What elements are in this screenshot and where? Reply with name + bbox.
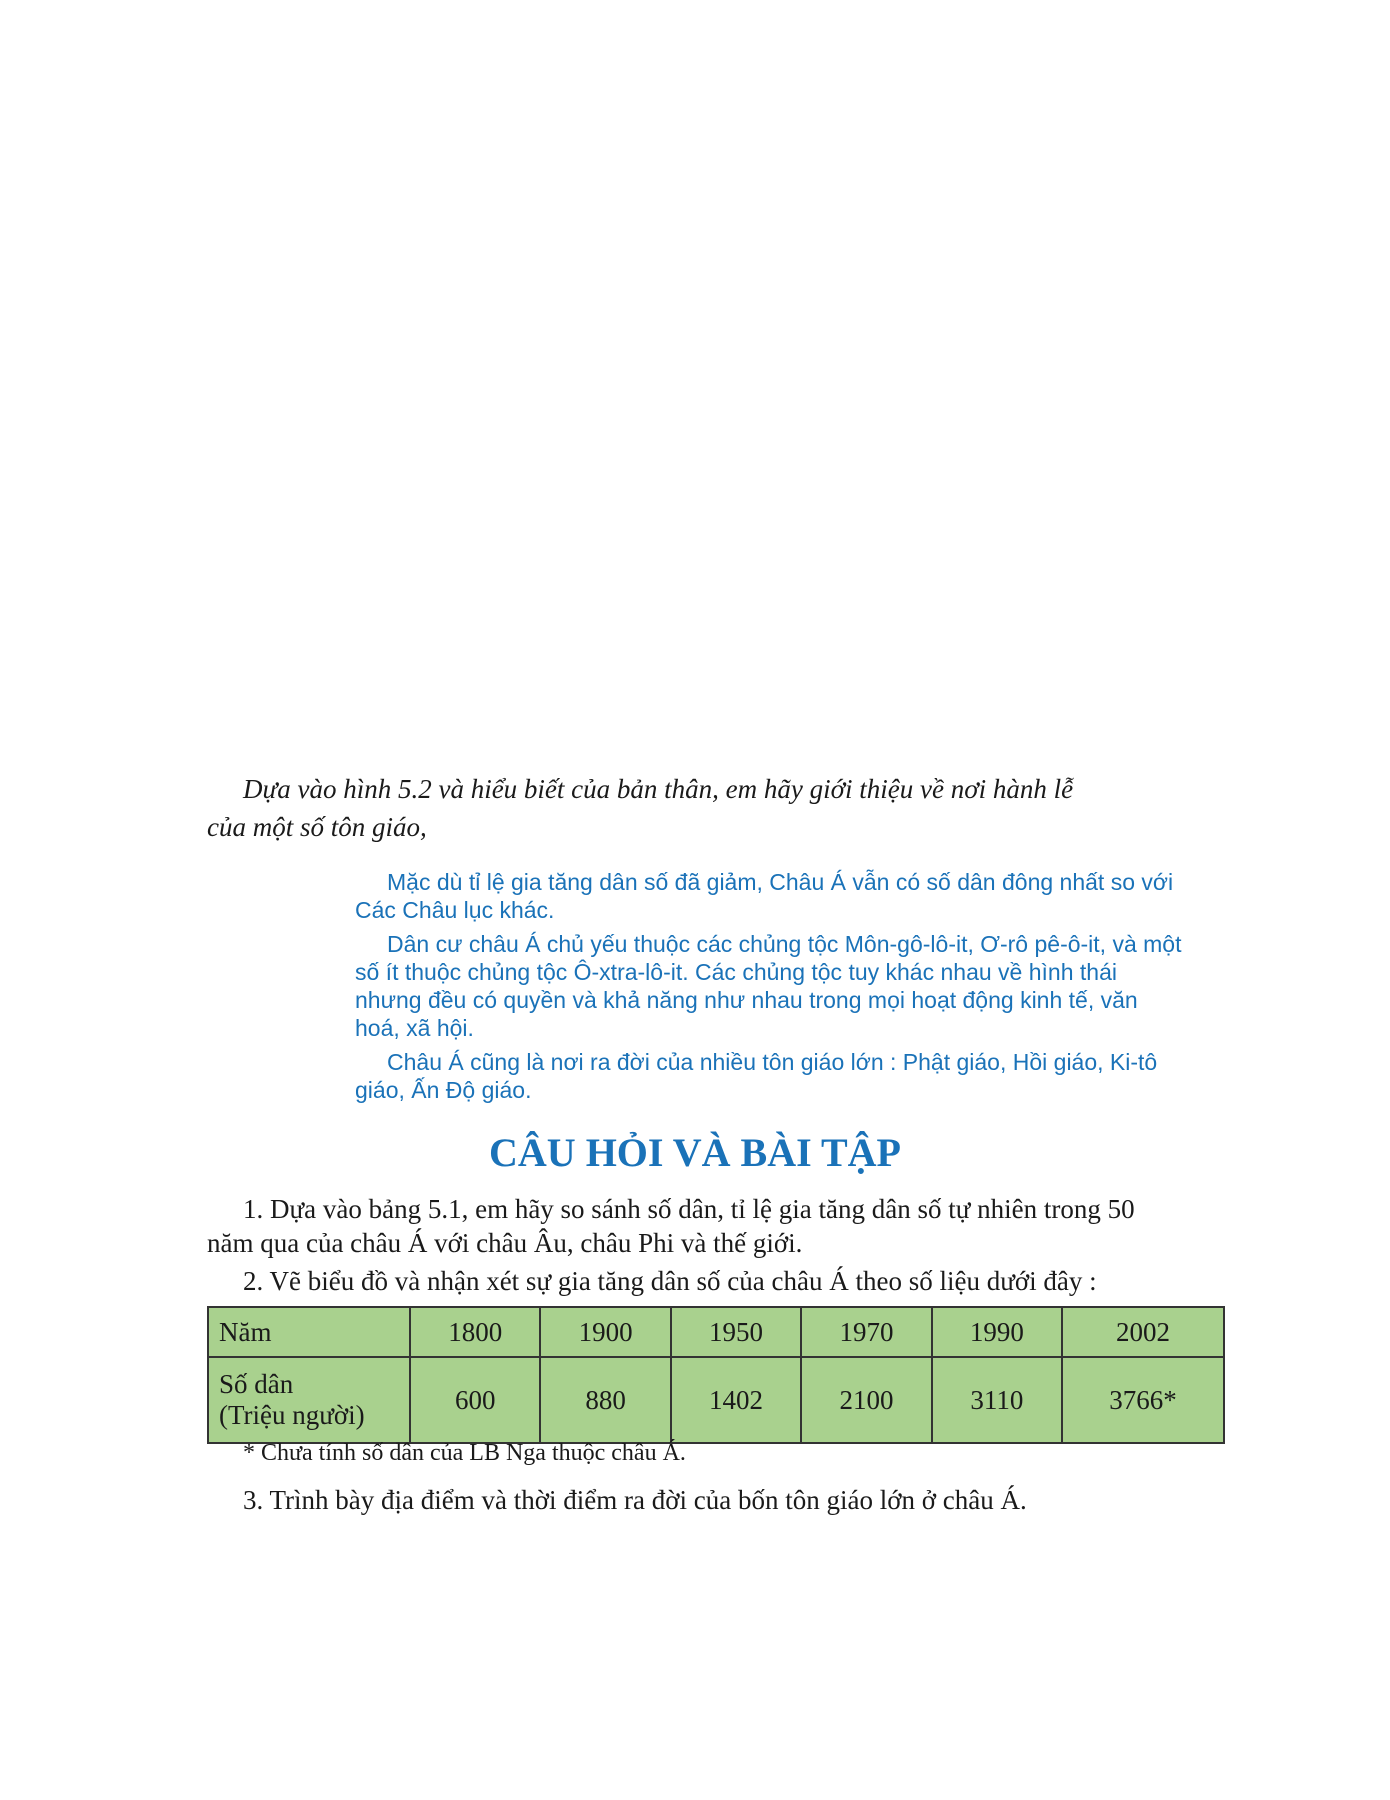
table-header-population — [208, 1357, 410, 1443]
table-cell-population: 600 — [410, 1357, 540, 1443]
table-footnote: * Chưa tính số dân của LB Nga thuộc châu Á. — [243, 1440, 686, 1466]
prompt-line-2: của một số tôn giáo, — [207, 812, 427, 842]
table-cell-year: 1800 — [410, 1307, 540, 1357]
population-table — [207, 1306, 1225, 1444]
summary-paragraph-2: Dân cư châu Á chủ yếu thuộc các chủng tộc Môn-gô-lô-it, Ơ-rô pê-ô-it, và một số ít thuộc chủng tộc Ô-xtra-lô-it. Các chủng tộc tuy khác nhau về hình thái nhưng đều có quyền và khả năng như nhau trong mọi hoạt động kinh tế, văn hoá, xã hội. — [355, 931, 1182, 1041]
prompt-line-1: Dựa vào hình 5.2 và hiểu biết của bản thân, em hãy giới thiệu về nơi hành lễ — [243, 774, 1074, 804]
table-header-year: Năm — [208, 1307, 410, 1357]
summary-paragraph-3: Châu Á cũng là nơi ra đời của nhiều tôn giáo lớn : Phật giáo, Hồi giáo, Ki-tô giáo, Ấn Độ giáo. — [355, 1049, 1158, 1103]
table-cell-year: 1950 — [671, 1307, 801, 1357]
table-cell-year: 1900 — [540, 1307, 670, 1357]
summary-box — [355, 868, 1183, 1110]
table-row-years — [208, 1307, 1224, 1357]
table-cell-population: 3766* — [1062, 1357, 1224, 1443]
prompt-question — [207, 770, 1187, 846]
question-1: 1. Dựa vào bảng 5.1, em hãy so sánh số dân, tỉ lệ gia tăng dân số tự nhiên trong 50 năm qua của châu Á với châu Âu, châu Phi và thế giới. — [207, 1194, 1135, 1258]
question-3: 3. Trình bày địa điểm và thời điểm ra đời của bốn tôn giáo lớn ở châu Á. — [243, 1485, 1027, 1515]
table-cell-year: 1970 — [801, 1307, 931, 1357]
table-cell-year: 2002 — [1062, 1307, 1224, 1357]
table-cell-population: 1402 — [671, 1357, 801, 1443]
section-title: CÂU HỎI VÀ BÀI TẬP — [489, 1130, 901, 1175]
population-unit: (Triệu người) — [219, 1400, 365, 1430]
question-2: 2. Vẽ biểu đồ và nhận xét sự gia tăng dân số của châu Á theo số liệu dưới đây : — [243, 1266, 1097, 1296]
population-label: Số dân — [219, 1369, 294, 1399]
table-cell-population: 2100 — [801, 1357, 931, 1443]
table-cell-population: 3110 — [932, 1357, 1062, 1443]
questions-list — [207, 1192, 1187, 1302]
summary-paragraph-1: Mặc dù tỉ lệ gia tăng dân số đã giảm, Châu Á vẫn có số dân đông nhất so với Các Châu lục khác. — [355, 869, 1174, 923]
table-row-population — [208, 1357, 1224, 1443]
table-cell-year: 1990 — [932, 1307, 1062, 1357]
table-cell-population: 880 — [540, 1357, 670, 1443]
